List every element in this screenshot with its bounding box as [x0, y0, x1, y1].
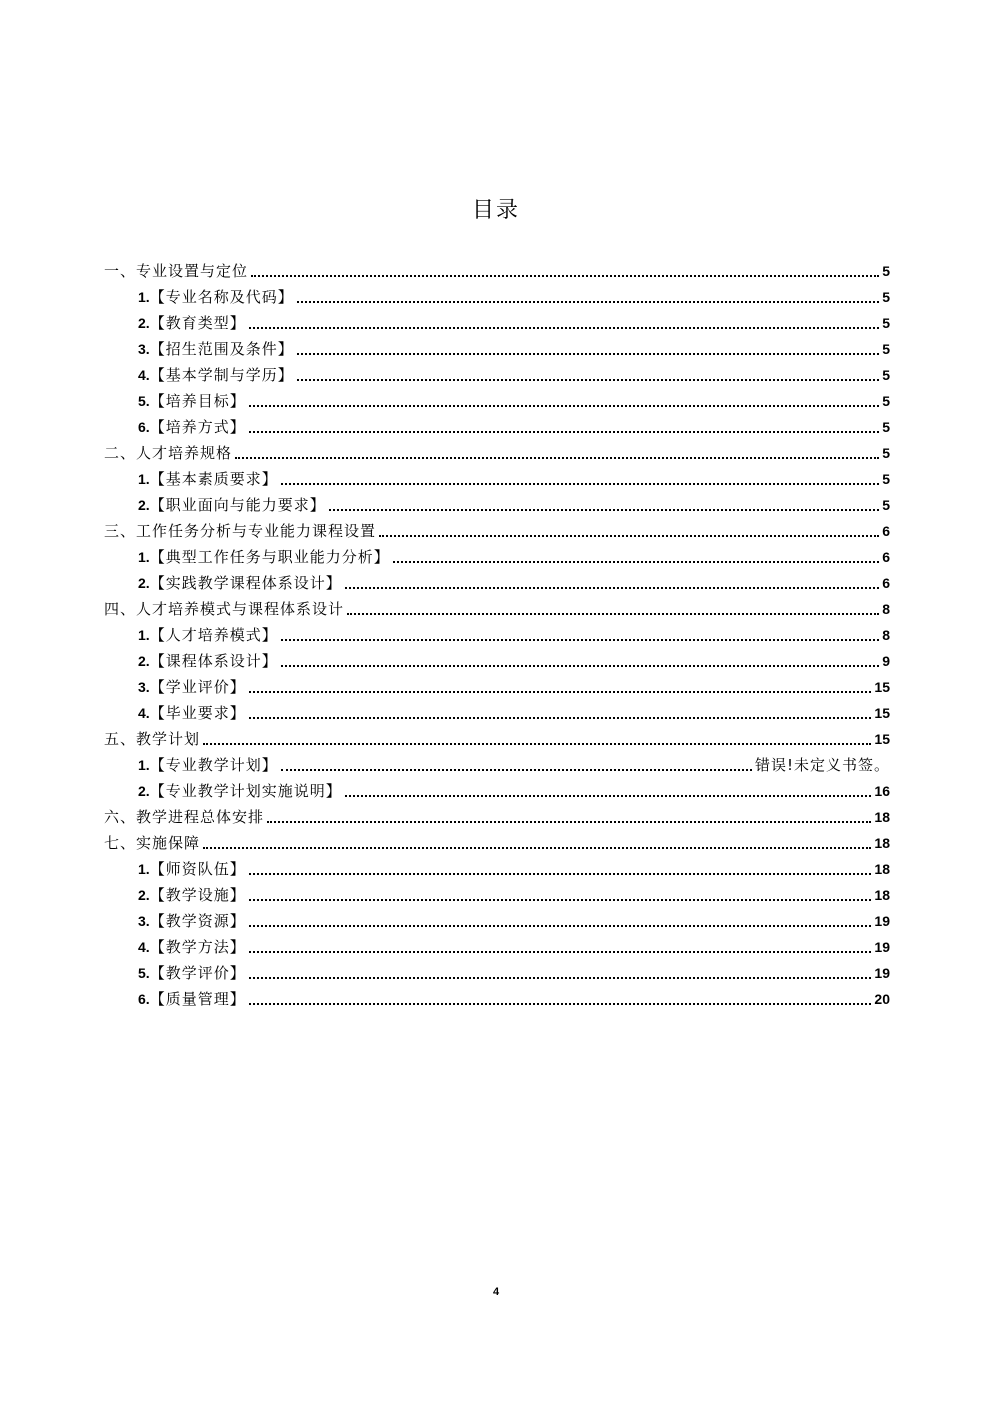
toc-entry-title: 二、人才培养规格 — [104, 444, 233, 462]
toc-entry-label — [138, 416, 246, 438]
toc-entry-number: 5. — [138, 393, 150, 409]
dot-leader — [203, 743, 871, 745]
toc-entry-title: 【培养目标】 — [149, 392, 246, 410]
toc-page-number: 15 — [874, 731, 890, 747]
table-of-contents — [104, 256, 890, 1010]
toc-subentry[interactable] — [104, 542, 890, 568]
dot-leader — [281, 639, 880, 641]
toc-entry-label — [138, 494, 326, 516]
toc-subentry[interactable] — [104, 672, 890, 698]
toc-entry-title: 【专业教学计划】 — [149, 756, 278, 774]
toc-subentry[interactable] — [104, 984, 890, 1010]
toc-entry-number: 4. — [138, 939, 150, 955]
toc-page-number: 8 — [882, 601, 890, 617]
toc-entry-label — [138, 286, 294, 308]
toc-page-number: 6 — [882, 549, 890, 565]
toc-entry-title: 【职业面向与能力要求】 — [149, 496, 326, 514]
toc-entry-title: 四、人才培养模式与课程体系设计 — [104, 600, 345, 618]
toc-entry-number: 1. — [138, 861, 150, 877]
toc-page-number: 15 — [874, 679, 890, 695]
toc-page-number: 19 — [874, 965, 890, 981]
dot-leader — [249, 431, 880, 433]
toc-entry-number: 1. — [138, 757, 150, 773]
toc-entry-label — [138, 780, 342, 802]
toc-entry[interactable] — [104, 516, 890, 542]
toc-subentry[interactable] — [104, 880, 890, 906]
toc-page-number: 15 — [874, 705, 890, 721]
toc-subentry[interactable] — [104, 490, 890, 516]
toc-entry-number: 2. — [138, 887, 150, 903]
toc-entry-title: 【基本学制与学历】 — [149, 366, 294, 384]
toc-entry-title: 【人才培养模式】 — [149, 626, 278, 644]
toc-entry-title: 【教学资源】 — [149, 912, 246, 930]
toc-subentry[interactable] — [104, 646, 890, 672]
toc-entry-number: 1. — [138, 627, 150, 643]
dot-leader — [297, 379, 880, 381]
toc-entry-number: 2. — [138, 653, 150, 669]
toc-entry-label — [138, 468, 278, 490]
dot-leader — [249, 925, 872, 927]
toc-subentry[interactable] — [104, 282, 890, 308]
toc-subentry[interactable] — [104, 698, 890, 724]
toc-entry-title: 【课程体系设计】 — [149, 652, 278, 670]
toc-entry-label — [138, 910, 246, 932]
toc-entry-number: 3. — [138, 913, 150, 929]
toc-entry-number: 2. — [138, 783, 150, 799]
toc-entry-label — [138, 572, 342, 594]
toc-page-number: 5 — [882, 445, 890, 461]
toc-entry-title: 【质量管理】 — [149, 990, 246, 1008]
dot-leader — [281, 769, 752, 771]
toc-entry-label — [138, 624, 278, 646]
toc-entry-number: 2. — [138, 497, 150, 513]
toc-entry-label — [138, 546, 390, 568]
toc-page-number: 18 — [874, 887, 890, 903]
toc-entry[interactable] — [104, 256, 890, 282]
dot-leader — [249, 873, 872, 875]
toc-entry-title: 【专业教学计划实施说明】 — [149, 782, 342, 800]
toc-entry-number: 3. — [138, 341, 150, 357]
toc-entry-title: 【专业名称及代码】 — [149, 288, 294, 306]
toc-entry-title: 【师资队伍】 — [149, 860, 246, 878]
toc-page-number: 6 — [882, 575, 890, 591]
toc-entry-label — [138, 702, 246, 724]
toc-entry-label — [138, 858, 246, 880]
toc-entry-label — [138, 962, 246, 984]
toc-entry-title: 【基本素质要求】 — [149, 470, 278, 488]
dot-leader — [249, 951, 872, 953]
toc-entry-label — [138, 650, 278, 672]
toc-page-number: 5 — [882, 289, 890, 305]
page-number: 4 — [492, 1286, 500, 1298]
toc-page-number: 5 — [882, 263, 890, 279]
toc-entry-title: 七、实施保障 — [104, 834, 201, 852]
toc-entry-number: 1. — [138, 549, 150, 565]
toc-entry-title: 三、工作任务分析与专业能力课程设置 — [104, 522, 377, 540]
toc-subentry[interactable] — [104, 568, 890, 594]
toc-entry-number: 4. — [138, 367, 150, 383]
toc-entry-number: 6. — [138, 419, 150, 435]
dot-leader — [345, 795, 872, 797]
page-title: 目录 — [471, 198, 520, 223]
toc-page-number: 9 — [882, 653, 890, 669]
toc-entry-label — [104, 442, 232, 464]
toc-entry-number: 2. — [138, 575, 150, 591]
toc-entry-label — [104, 598, 344, 620]
toc-entry[interactable] — [104, 802, 890, 828]
toc-entry[interactable] — [104, 724, 890, 750]
toc-subentry[interactable] — [104, 360, 890, 386]
toc-entry-label — [138, 338, 294, 360]
dot-leader — [251, 275, 879, 277]
dot-leader — [347, 613, 879, 615]
toc-entry-label — [138, 988, 246, 1010]
dot-leader — [249, 1003, 872, 1005]
toc-page-number: 错误!未定义书签。 — [754, 756, 890, 774]
dot-leader — [267, 821, 871, 823]
toc-entry-title: 【教学评价】 — [149, 964, 246, 982]
dot-leader — [235, 457, 879, 459]
dot-leader — [249, 977, 872, 979]
toc-entry-number: 5. — [138, 965, 150, 981]
toc-page-number: 5 — [882, 419, 890, 435]
toc-entry-title: 五、教学计划 — [104, 730, 201, 748]
toc-page-number: 5 — [882, 471, 890, 487]
toc-subentry[interactable] — [104, 854, 890, 880]
toc-page-number: 20 — [874, 991, 890, 1007]
toc-subentry[interactable] — [104, 386, 890, 412]
toc-page-number: 8 — [882, 627, 890, 643]
dot-leader — [249, 717, 872, 719]
toc-subentry[interactable] — [104, 750, 890, 776]
toc-entry[interactable] — [104, 438, 890, 464]
toc-entry-label — [104, 728, 200, 750]
dot-leader — [329, 509, 880, 511]
toc-entry-title: 【教学设施】 — [149, 886, 246, 904]
dot-leader — [249, 899, 872, 901]
toc-page-number: 5 — [882, 315, 890, 331]
toc-entry-label — [104, 806, 264, 828]
dot-leader — [297, 353, 880, 355]
toc-page-number: 18 — [874, 835, 890, 851]
toc-entry-label — [104, 520, 376, 542]
toc-subentry[interactable] — [104, 932, 890, 958]
dot-leader — [297, 301, 880, 303]
toc-page-number: 18 — [874, 861, 890, 877]
toc-entry-title: 【学业评价】 — [149, 678, 246, 696]
toc-page-number: 5 — [882, 393, 890, 409]
toc-entry-label — [104, 832, 200, 854]
toc-entry[interactable] — [104, 828, 890, 854]
toc-page-number: 5 — [882, 497, 890, 513]
toc-subentry[interactable] — [104, 906, 890, 932]
toc-subentry[interactable] — [104, 776, 890, 802]
toc-entry-label — [138, 754, 278, 776]
toc-page-number: 16 — [874, 783, 890, 799]
toc-entry-label — [138, 390, 246, 412]
toc-subentry[interactable] — [104, 308, 890, 334]
toc-entry-title: 一、专业设置与定位 — [104, 262, 249, 280]
toc-subentry[interactable] — [104, 334, 890, 360]
toc-entry-number: 4. — [138, 705, 150, 721]
dot-leader — [249, 691, 872, 693]
toc-entry-number: 1. — [138, 289, 150, 305]
toc-page-number: 5 — [882, 367, 890, 383]
toc-entry-number: 3. — [138, 679, 150, 695]
dot-leader — [249, 327, 880, 329]
toc-entry-label — [138, 884, 246, 906]
dot-leader — [281, 483, 880, 485]
dot-leader — [203, 847, 871, 849]
toc-entry[interactable] — [104, 594, 890, 620]
dot-leader — [345, 587, 880, 589]
dot-leader — [393, 561, 880, 563]
toc-entry-number: 1. — [138, 471, 150, 487]
toc-page-number: 6 — [882, 523, 890, 539]
toc-entry-label — [104, 260, 248, 282]
toc-subentry[interactable] — [104, 958, 890, 984]
toc-entry-title: 【教育类型】 — [149, 314, 246, 332]
toc-entry-title: 【毕业要求】 — [149, 704, 246, 722]
toc-entry-label — [138, 676, 246, 698]
toc-entry-title: 【培养方式】 — [149, 418, 246, 436]
toc-entry-number: 2. — [138, 315, 150, 331]
toc-entry-title: 【教学方法】 — [149, 938, 246, 956]
dot-leader — [281, 665, 880, 667]
dot-leader — [379, 535, 879, 537]
toc-subentry[interactable] — [104, 412, 890, 438]
toc-page-number: 18 — [874, 809, 890, 825]
toc-page-number: 19 — [874, 939, 890, 955]
toc-page-number: 5 — [882, 341, 890, 357]
toc-page-number: 19 — [874, 913, 890, 929]
toc-entry-title: 【招生范围及条件】 — [149, 340, 294, 358]
toc-entry-label — [138, 312, 246, 334]
toc-subentry[interactable] — [104, 464, 890, 490]
toc-entry-number: 6. — [138, 991, 150, 1007]
toc-entry-label — [138, 936, 246, 958]
toc-entry-label — [138, 364, 294, 386]
toc-entry-title: 六、教学进程总体安排 — [104, 808, 265, 826]
toc-entry-title: 【典型工作任务与职业能力分析】 — [149, 548, 390, 566]
dot-leader — [249, 405, 880, 407]
toc-entry-title: 【实践教学课程体系设计】 — [149, 574, 342, 592]
toc-subentry[interactable] — [104, 620, 890, 646]
